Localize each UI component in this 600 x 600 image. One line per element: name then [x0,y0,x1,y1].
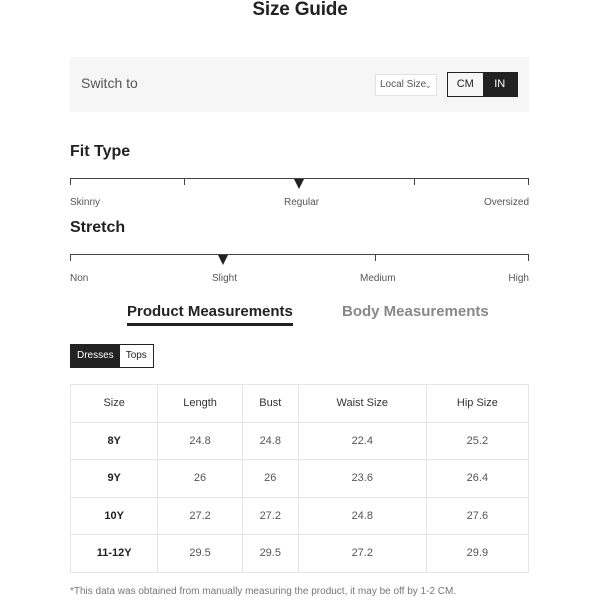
table-header: Waist Size [298,385,426,423]
scale-tick [414,178,415,185]
table-row [71,422,529,460]
table-cell: 27.2 [242,497,298,535]
scale-tick [375,254,376,261]
table-cell: 26 [158,460,242,498]
footnote: *This data was obtained from manually measuring the product, it may be off by 1-2 CM. [70,586,457,597]
table-cell: 8Y [71,422,158,460]
scale-tick [70,178,71,185]
table-header-row [71,385,529,423]
tab-product-measurements[interactable]: Product Measurements [127,303,293,326]
table-cell: 24.8 [158,422,242,460]
local-size-dropdown[interactable] [375,74,437,96]
table-cell: 25.2 [426,422,528,460]
scale-tick [528,178,529,185]
table-header: Size [71,385,158,423]
stretch-label-high: High [508,273,529,284]
stretch-pointer-icon [218,255,228,265]
category-tops[interactable]: Tops [125,350,147,361]
table-header: Hip Size [426,385,528,423]
stretch-title: Stretch [70,219,126,236]
measurement-table [70,384,529,573]
fit-label-oversized: Oversized [483,197,529,208]
unit-toggle [447,72,518,97]
table-cell: 26.4 [426,460,528,498]
table-cell: 22.4 [298,422,426,460]
fit-label-skinny: Skinny [70,197,101,208]
tab-body-measurements[interactable]: Body Measurements [342,303,489,320]
table-row [71,535,529,573]
scale-tick [184,178,185,185]
page-title: Size Guide [252,0,348,20]
fit-label-regular: Regular [284,197,320,208]
scale-tick [70,254,71,261]
table-cell: 9Y [71,460,158,498]
stretch-scale [70,254,529,284]
unit-in-button[interactable]: IN [483,73,518,96]
table-cell: 29.9 [426,535,528,573]
stretch-label-non: Non [70,273,89,284]
table-cell: 27.6 [426,497,528,535]
table-cell: 27.2 [158,497,242,535]
scale-tick [528,254,529,261]
table-cell: 27.2 [298,535,426,573]
stretch-label-medium: Medium [360,273,396,284]
table-cell: 29.5 [158,535,242,573]
fit-type-title: Fit Type [70,143,131,160]
table-cell: 24.8 [298,497,426,535]
table-cell: 23.6 [298,460,426,498]
unit-cm-button[interactable]: CM [456,78,474,90]
table-header: Length [158,385,242,423]
table-cell: 10Y [71,497,158,535]
switch-to-label: Switch to [81,75,138,91]
scale-line [70,254,529,255]
local-size-label: Local Size [380,79,427,90]
stretch-label-slight: Slight [212,273,238,284]
table-row [71,460,529,498]
table-header: Bust [242,385,298,423]
fit-type-scale [70,178,529,208]
table-row [71,497,529,535]
category-dresses[interactable]: Dresses [71,345,120,367]
table-cell: 29.5 [242,535,298,573]
table-cell: 24.8 [242,422,298,460]
unit-switch-bar [70,57,529,112]
category-tabs [70,344,154,368]
fit-type-pointer-icon [294,179,304,189]
table-cell: 11-12Y [71,535,158,573]
chevron-down-icon: ⌄ [424,80,432,90]
table-cell: 26 [242,460,298,498]
